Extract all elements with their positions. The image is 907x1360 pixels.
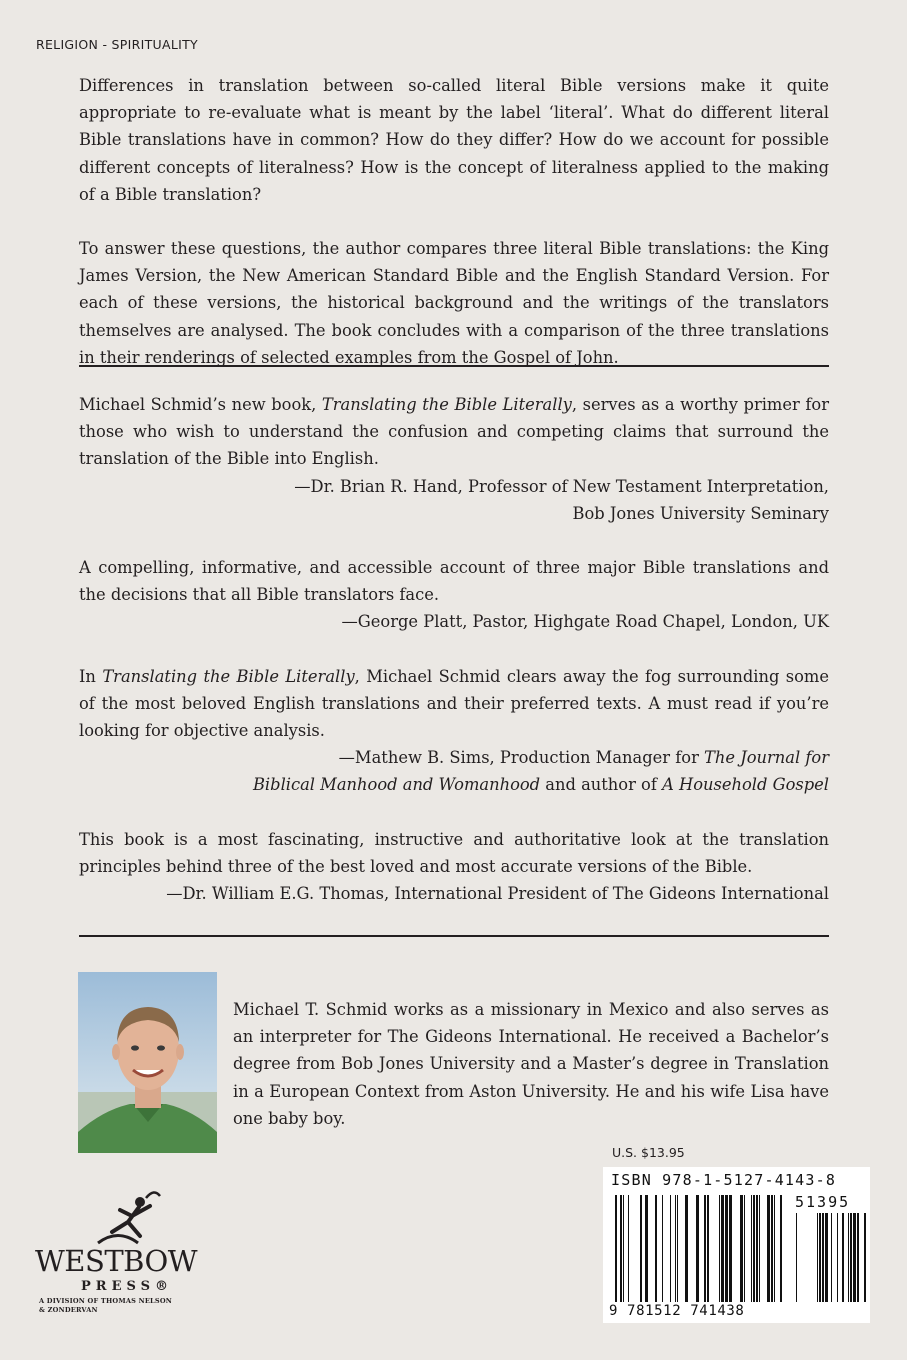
book-description (79, 72, 829, 371)
description-paragraph: To answer these questions, the author compares three literal Bible translations: the King James Version, the New American Standard Bible and the English Standard Version. For each of these versions, the historical background and the writings of the translators themselves are analysed. The book concludes with a comparison of the three translations in their renderings of selected examples from the Gospel of John. (79, 239, 829, 367)
barcode-bar (675, 1195, 676, 1302)
barcode-bar (848, 1213, 849, 1302)
author-bio: Michael T. Schmid works as a missionary in Mexico and also serves as an interpreter for The Gideons International. He received a Bachelor’s degree from Bob Jones University and a Master’s degree in Translation in a European Context from Aston University. He and his wife Lisa have one baby boy. (233, 1000, 829, 1128)
endorsement-quote: Michael Schmid’s new book, Translating the Bible Literally, serves as a worthy primer for those who wish to understand the confusion and competing claims that surround the translation of the Bible into English. (79, 395, 829, 469)
barcode-bar (825, 1213, 828, 1302)
barcode-bar (740, 1195, 743, 1302)
barcode-bar (822, 1213, 824, 1302)
barcode-bar (645, 1195, 648, 1302)
endorsement-attribution: —Dr. William E.G. Thomas, International President of The Gideons International (166, 884, 829, 904)
divider (79, 935, 829, 937)
barcode-bar (685, 1195, 688, 1302)
isbn-text: ISBN 978-1-5127-4143-8 (611, 1171, 837, 1189)
barcode (603, 1167, 870, 1323)
barcode-bar (857, 1213, 859, 1302)
publisher-division: A DIVISION OF THOMAS NELSON (39, 1297, 173, 1305)
endorsement-attribution: —Mathew B. Sims, Production Manager for The Journal for Biblical Manhood and Womanhood and author of A Household Gospel (252, 748, 829, 795)
barcode-bar (620, 1195, 622, 1302)
barcode-bar (707, 1195, 709, 1302)
barcode-bar (780, 1195, 782, 1302)
barcode-bar (670, 1195, 671, 1302)
description-paragraph: Differences in translation between so-called literal Bible versions make it quite appropriate to re-evaluate what is meant by the label ‘literal’. What do different literal Bible translations have in common? How do they differ? How do we account for possible different concepts of literalness? How is the concept of literalness applied to the making of a Bible translation? (79, 76, 829, 204)
endorsement (79, 391, 829, 527)
endorsement-attribution: —George Platt, Pastor, Highgate Road Chapel, London, UK (341, 612, 829, 632)
barcode-bar (759, 1195, 760, 1302)
endorsement-attribution: —Dr. Brian R. Hand, Professor of New Testament Interpretation, Bob Jones University Seminary (294, 476, 829, 523)
barcode-bars (603, 1167, 870, 1323)
barcode-bar (744, 1195, 745, 1302)
barcode-bar (853, 1213, 856, 1302)
barcode-bar (640, 1195, 642, 1302)
publisher-division: & ZONDERVAN (39, 1306, 98, 1314)
endorsements (79, 391, 829, 934)
publisher-name: WESTBOW (35, 1244, 198, 1278)
price: U.S. $13.95 (612, 1145, 685, 1160)
barcode-bar (623, 1195, 624, 1302)
endorsement-quote: A compelling, informative, and accessible account of three major Bible translations and the decisions that all Bible translators face. (79, 558, 829, 605)
barcode-bar (662, 1195, 663, 1302)
endorsement-quote: This book is a most fascinating, instructive and authoritative look at the translation principles behind three of the best loved and most accurate versions of the Bible. (79, 829, 829, 876)
barcode-bar (819, 1213, 821, 1302)
barcode-bar (696, 1195, 699, 1302)
barcode-bar (774, 1195, 775, 1302)
barcode-bar (864, 1213, 866, 1302)
barcode-bar (677, 1195, 678, 1302)
author-photo (78, 972, 217, 1153)
endorsement (79, 554, 829, 636)
barcode-bar (831, 1213, 832, 1302)
barcode-bar (729, 1195, 732, 1302)
barcode-bar (817, 1213, 818, 1302)
barcode-bar (767, 1195, 770, 1302)
publisher-press: PRESS® (81, 1279, 173, 1294)
endorsement-quote: In Translating the Bible Literally, Michael Schmid clears away the fog surrounding some of the most beloved English translations and their preferred texts. A must read if you’re looking for objective analysis. (79, 666, 830, 741)
barcode-bar (655, 1195, 657, 1302)
category-label: RELIGION - SPIRITUALITY (36, 37, 198, 52)
barcode-bar (751, 1195, 752, 1302)
barcode-bar (615, 1195, 617, 1302)
barcode-bar (628, 1195, 629, 1302)
barcode-bar (721, 1195, 724, 1302)
barcode-bar (704, 1195, 706, 1302)
barcode-bar (725, 1195, 728, 1302)
barcode-bar (753, 1195, 755, 1302)
barcode-bar (756, 1195, 758, 1302)
barcode-bar (719, 1195, 720, 1302)
ean-digits: 9 781512 741438 (609, 1303, 745, 1319)
endorsement (79, 826, 829, 908)
barcode-bar (837, 1213, 838, 1302)
barcode-bar (850, 1213, 852, 1302)
divider (79, 365, 829, 367)
endorsement (79, 663, 829, 799)
barcode-bar (842, 1213, 844, 1302)
barcode-bar (796, 1213, 797, 1302)
addon-digits: 51395 (795, 1193, 851, 1211)
barcode-bar (771, 1195, 773, 1302)
